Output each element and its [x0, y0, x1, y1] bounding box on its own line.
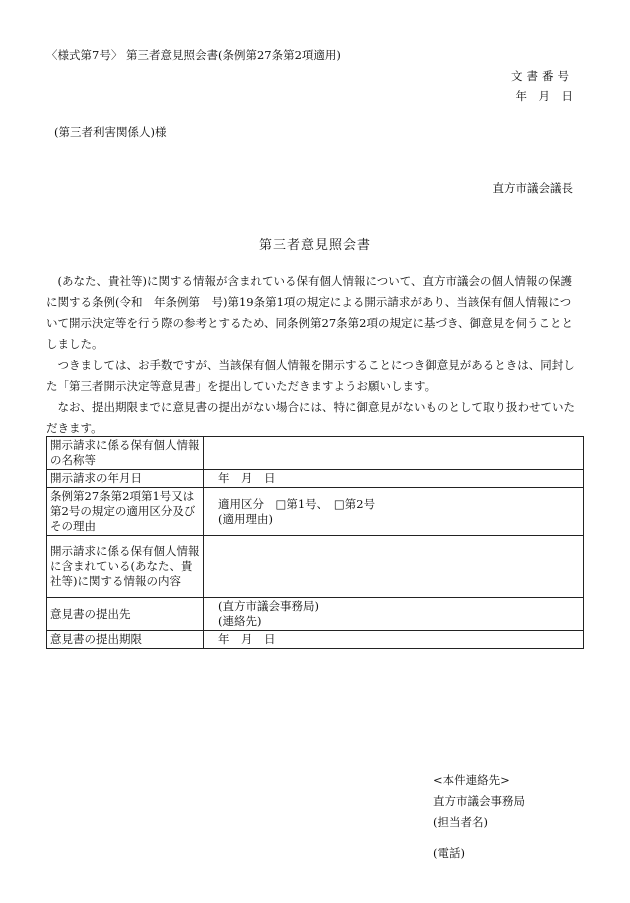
table-row: [47, 631, 584, 649]
document-number: 文書番号: [511, 69, 573, 83]
table-row: [47, 470, 584, 488]
apply-reason: (適用理由): [218, 511, 273, 526]
contact-phone: (電話): [433, 846, 465, 860]
addressee: (第三者利害関係人)様: [54, 125, 167, 139]
row-label: 意見書の提出先: [47, 598, 204, 631]
row-value: [204, 488, 584, 536]
submission-contact: (連絡先): [218, 614, 262, 628]
row-label: 開示請求に係る保有個人情報に含まれている(あなた、貴社等)に関する情報の内容: [47, 536, 204, 598]
row-label: 条例第27条第2項第1号又は第2号の規定の適用区分及びその理由: [47, 488, 204, 536]
contact-block: [433, 770, 593, 864]
table-row: [47, 536, 584, 598]
document-title: 第三者意見照会書: [258, 238, 371, 253]
body-paragraph: つきましては、お手数ですが、当該保有個人情報を開示することにつき御意見があるときは、同封した「第三者開示決定等意見書」を提出していただきますようお願いします。: [46, 358, 575, 393]
row-value: [204, 598, 584, 631]
row-label: 開示請求に係る保有個人情報の名称等: [47, 437, 204, 470]
contact-heading: <本件連絡先>: [433, 773, 510, 787]
row-label: 意見書の提出期限: [47, 631, 204, 649]
form-number: 〈様式第7号〉 第三者意見照会書(条例第27条第2項適用): [46, 48, 341, 62]
row-value: 年 月 日: [204, 631, 584, 649]
body-paragraph: (あなた、貴社等)に関する情報が含まれている保有個人情報について、直方市議会の個人情報の保護に関する条例(令和 年条例第 号)第19条第1項の規定による開示請求があり、当該保有個人情報について開示決定等を行う際の参考とするため、同条例第27条第2項の規定に基づき、御意見を伺うこととしました。: [46, 274, 574, 351]
table-row: [47, 488, 584, 536]
contact-person: (担当者名): [433, 815, 488, 829]
row-label: 開示請求の年月日: [47, 470, 204, 488]
sender: 直方市議会議長: [492, 181, 573, 195]
apply-category: 適用区分 □第1号、 □第2号: [218, 496, 376, 511]
body-text: [46, 271, 580, 439]
row-value: [204, 437, 584, 470]
submission-office: (直方市議会事務局): [218, 599, 319, 613]
document-date: 年 月 日: [515, 89, 573, 103]
table-row: [47, 598, 584, 631]
body-paragraph: なお、提出期限までに意見書の提出がない場合には、特に御意見がないものとして取り扱わせていただきます。: [46, 400, 575, 435]
info-table: [46, 436, 584, 649]
contact-office: 直方市議会事務局: [433, 794, 525, 808]
row-value: 年 月 日: [204, 470, 584, 488]
row-value: [204, 536, 584, 598]
table-row: [47, 437, 584, 470]
